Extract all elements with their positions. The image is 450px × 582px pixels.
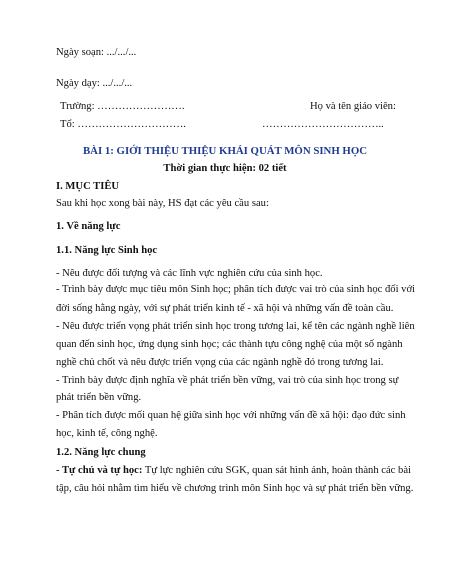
school-field: Trường: ……………………. <box>60 101 185 112</box>
paragraph-line: - Phân tích được mối quan hệ giữa sinh học với những vấn đề xã hội: đạo đức sinh <box>56 410 406 421</box>
paragraph-line: tập, câu hỏi nhằm tìm hiểu về chương trình môn Sinh học và sự phát triển bền vững. <box>56 483 414 494</box>
intro-text: Sau khi học xong bài này, HS đạt các yêu cầu sau: <box>56 198 269 209</box>
subsection-heading: 1.2. Năng lực chung <box>56 447 146 458</box>
teach-date: Ngày dạy: .../.../... <box>56 78 133 89</box>
paragraph-line: đời sống hằng ngày, với sự phát triển kinh tế - xã hội và những vấn đề toàn cầu. <box>56 303 394 314</box>
paragraph-line: học, kinh tế, công nghệ. <box>56 428 158 439</box>
prep-date: Ngày soạn: .../.../... <box>56 47 137 58</box>
paragraph-line <box>56 465 411 476</box>
lesson-duration: Thời gian thực hiện: 02 tiết <box>163 163 287 174</box>
section-heading: I. MỤC TIÊU <box>56 181 120 192</box>
group-field: Tổ: …………………………. <box>60 119 186 130</box>
paragraph-line: quan đến sinh học, ứng dụng sinh học; các thành tựu công nghệ của một số ngành <box>56 339 403 350</box>
subsection-heading: 1. Về năng lực <box>56 221 121 232</box>
paragraph-text: Tự lực nghiên cứu SGK, quan sát hình ảnh, hoàn thành các bài <box>142 465 411 476</box>
bold-lead: - Tự chủ và tự học: <box>56 465 143 476</box>
group-right-dots: …………………………….. <box>262 119 384 130</box>
paragraph-line: - Trình bày được định nghĩa về phát triển bền vững, vai trò của sinh học trong sự <box>56 375 399 386</box>
paragraph-line: phát triển bền vững. <box>56 392 142 403</box>
paragraph-line: nghề chủ chốt và nêu được triển vọng của các ngành nghề đó trong tương lai. <box>56 357 384 368</box>
paragraph-line: - Nêu được triển vọng phát triển sinh học trong tương lai, kể tên các ngành nghề liên <box>56 321 415 332</box>
paragraph-line: - Nêu được đối tượng và các lĩnh vực nghiên cứu của sinh học. <box>56 268 323 279</box>
lesson-title: BÀI 1: GIỚI THIỆU THIỆU KHÁI QUÁT MÔN SINH HỌC <box>82 145 368 157</box>
subsection-heading: 1.1. Năng lực Sinh học <box>56 245 158 256</box>
paragraph-line: - Trình bày được mục tiêu môn Sinh học; phân tích được vai trò của sinh học đối với <box>56 284 416 295</box>
teacher-name-field: Họ và tên giáo viên: <box>310 101 396 112</box>
